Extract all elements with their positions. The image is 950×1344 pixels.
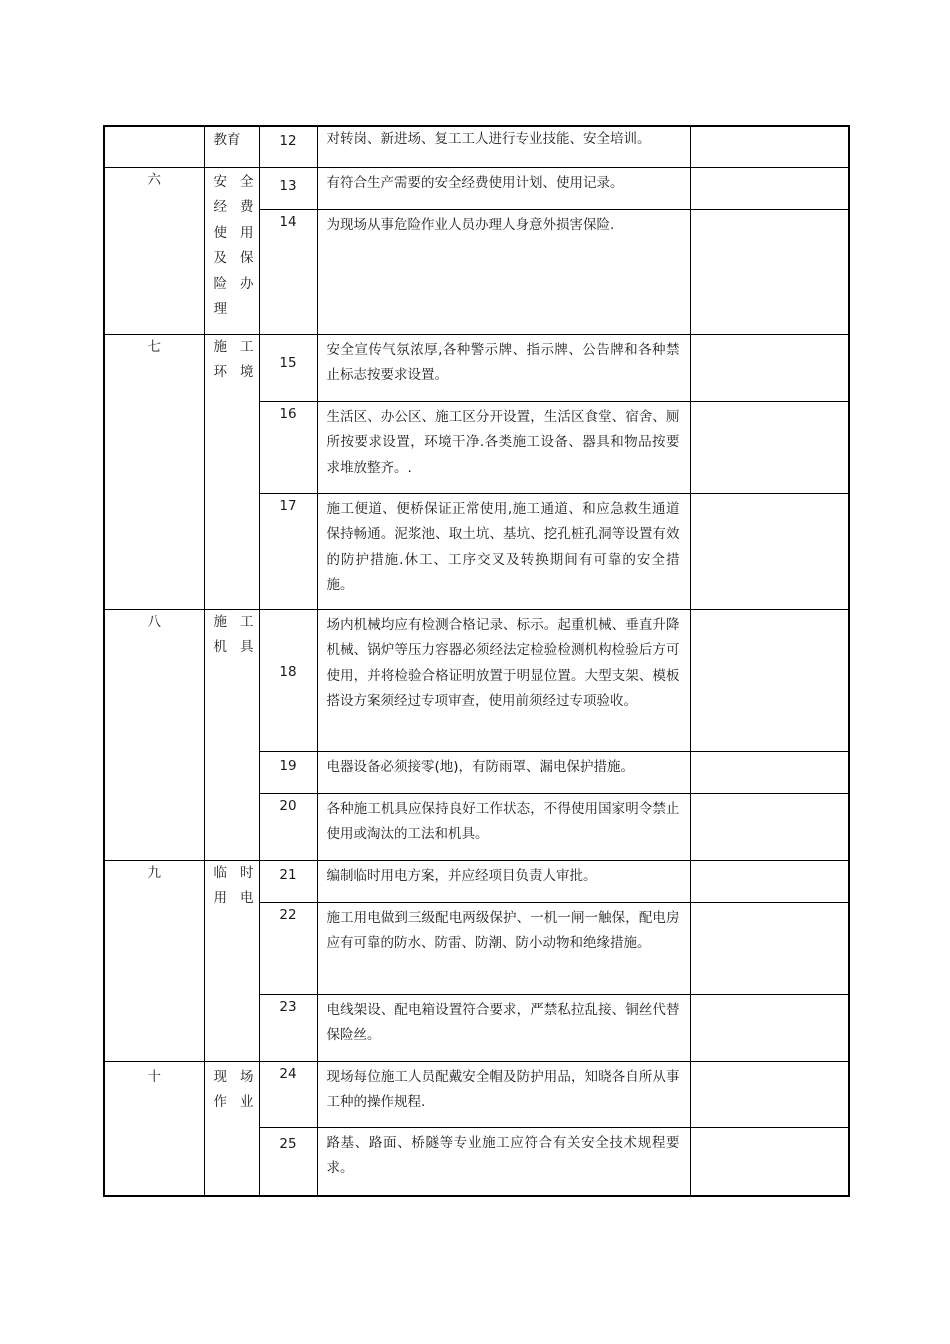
item-number: 17 bbox=[259, 493, 317, 609]
result-cell bbox=[690, 994, 849, 1061]
item-name-cell bbox=[204, 334, 259, 609]
item-name-cell bbox=[204, 1061, 259, 1196]
table-row bbox=[104, 126, 849, 167]
item-number: 23 bbox=[259, 994, 317, 1061]
requirement-text: 现场每位施工人员配戴安全帽及防护用品，知晓各自所从事工种的操作规程. bbox=[317, 1061, 690, 1127]
requirement-text: 施工便道、便桥保证正常使用,施工通道、和应急救生通道保持畅通。泥浆池、取土坑、基坑、挖孔桩孔洞等设置有效的防护措施.休工、工序交叉及转换期间有可靠的安全措施。 bbox=[317, 493, 690, 609]
item-name: 施工机具 bbox=[213, 613, 254, 655]
requirement-text: 编制临时用电方案，并应经项目负责人审批。 bbox=[317, 860, 690, 902]
result-cell bbox=[690, 209, 849, 334]
category-cell bbox=[104, 126, 204, 167]
item-name-cell bbox=[204, 126, 259, 167]
category-cell: 十 bbox=[104, 1061, 204, 1196]
requirement-text: 安全宣传气氛浓厚,各种警示牌、指示牌、公告牌和各种禁止标志按要求设置。 bbox=[317, 334, 690, 401]
result-cell bbox=[690, 793, 849, 860]
result-cell bbox=[690, 401, 849, 493]
result-cell bbox=[690, 126, 849, 167]
item-number: 21 bbox=[259, 860, 317, 902]
result-cell bbox=[690, 1061, 849, 1127]
item-number: 14 bbox=[259, 209, 317, 334]
item-name-cell bbox=[204, 167, 259, 334]
item-number: 20 bbox=[259, 793, 317, 860]
item-name-cell bbox=[204, 860, 259, 1061]
result-cell bbox=[690, 493, 849, 609]
item-name: 现场作业 bbox=[213, 1068, 254, 1110]
item-name: 施工环境 bbox=[213, 338, 254, 380]
item-number: 24 bbox=[259, 1061, 317, 1127]
item-number: 15 bbox=[259, 334, 317, 401]
category-cell: 六 bbox=[104, 167, 204, 334]
item-number: 16 bbox=[259, 401, 317, 493]
category-cell: 八 bbox=[104, 609, 204, 860]
result-cell bbox=[690, 860, 849, 902]
requirement-text: 路基、路面、桥隧等专业施工应符合有关安全技术规程要求。 bbox=[317, 1127, 690, 1196]
item-number: 13 bbox=[259, 167, 317, 209]
item-number: 25 bbox=[259, 1127, 317, 1196]
item-name: 安全经费使用及保险办理 bbox=[213, 173, 254, 317]
item-name: 教育 bbox=[213, 132, 241, 148]
item-number: 18 bbox=[259, 609, 317, 751]
table-row bbox=[104, 167, 849, 209]
result-cell bbox=[690, 609, 849, 751]
requirement-text: 各种施工机具应保持良好工作状态，不得使用国家明令禁止使用或淘汰的工法和机具。 bbox=[317, 793, 690, 860]
result-cell bbox=[690, 167, 849, 209]
requirement-text: 生活区、办公区、施工区分开设置，生活区食堂、宿舍、厕所按要求设置，环境干净.各类施工设备、器具和物品按要求堆放整齐。. bbox=[317, 401, 690, 493]
table-row bbox=[104, 860, 849, 902]
requirement-text: 为现场从事危险作业人员办理人身意外损害保险. bbox=[317, 209, 690, 334]
item-name-cell bbox=[204, 609, 259, 860]
category-cell: 七 bbox=[104, 334, 204, 609]
requirement-text: 对转岗、新进场、复工工人进行专业技能、安全培训。 bbox=[317, 126, 690, 167]
table-row bbox=[104, 334, 849, 401]
safety-checklist-table bbox=[103, 125, 850, 1197]
table-row bbox=[104, 1061, 849, 1127]
requirement-text: 电线架设、配电箱设置符合要求，严禁私拉乱接、铜丝代替保险丝。 bbox=[317, 994, 690, 1061]
table-row bbox=[104, 609, 849, 751]
requirement-text: 场内机械均应有检测合格记录、标示。起重机械、垂直升降机械、锅炉等压力容器必须经法定检验检测机构检验后方可使用，并将检验合格证明放置于明显位置。大型支架、模板搭设方案须经过专项审查，使用前须经过专项验收。 bbox=[317, 609, 690, 751]
requirement-text: 电器设备必须接零(地)，有防雨罩、漏电保护措施。 bbox=[317, 751, 690, 793]
item-number: 12 bbox=[259, 126, 317, 167]
result-cell bbox=[690, 751, 849, 793]
result-cell bbox=[690, 334, 849, 401]
result-cell bbox=[690, 902, 849, 994]
requirement-text: 有符合生产需要的安全经费使用计划、使用记录。 bbox=[317, 167, 690, 209]
item-name: 临时用电 bbox=[213, 864, 254, 906]
item-number: 22 bbox=[259, 902, 317, 994]
item-number: 19 bbox=[259, 751, 317, 793]
category-cell: 九 bbox=[104, 860, 204, 1061]
requirement-text: 施工用电做到三级配电两级保护、一机一闸一触保，配电房应有可靠的防水、防雷、防潮、防小动物和绝缘措施。 bbox=[317, 902, 690, 994]
result-cell bbox=[690, 1127, 849, 1196]
